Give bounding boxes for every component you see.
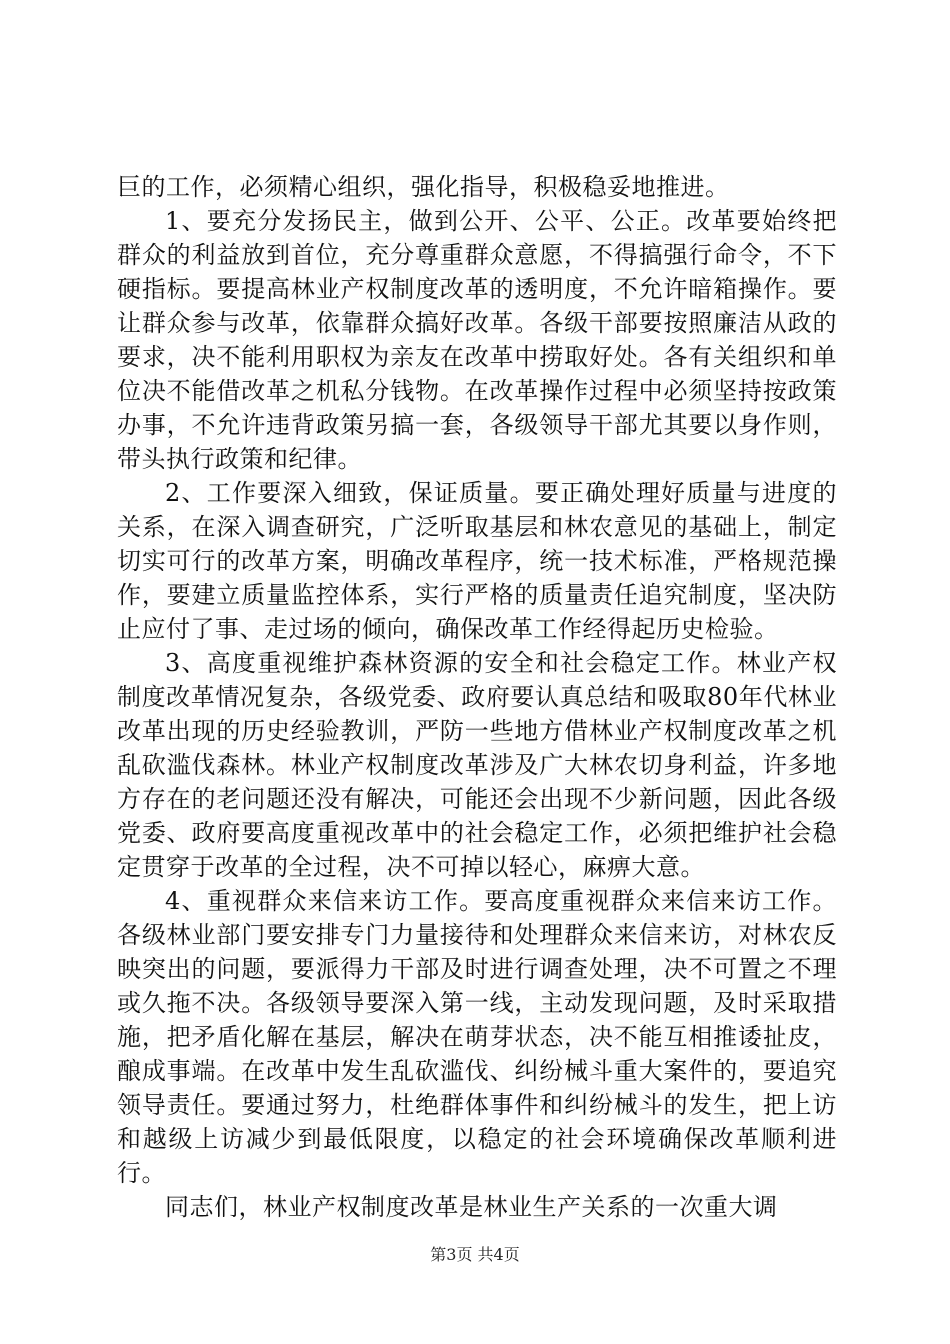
paragraph-item-2: 2、工作要深入细致，保证质量。要正确处理好质量与进度的关系，在深入调查研究，广泛听取基层和林农意见的基础上，制定切实可行的改革方案，明确改革程序，统一技术标准，严格规范操作，要建立质量监控体系，实行严格的质量责任追究制度，坚决防止应付了事、走过场的倾向，确保改革工作经得起历史检验。 xyxy=(117,479,837,643)
page-number-footer: 第3页 共4页 xyxy=(430,1245,520,1264)
paragraph-item-3: 3、高度重视维护森林资源的安全和社会稳定工作。林业产权制度改革情况复杂，各级党委、政府要认真总结和吸取80年代林业改革出现的历史经验教训，严防一些地方借林业产权制度改革之机乱砍滥伐森林。林业产权制度改革涉及广大林农切身利益，许多地方存在的老问题还没有解决，可能还会出现不少新问题，因此各级党委、政府要高度重视改革中的社会稳定工作，必须把维护社会稳定贯穿于改革的全过程，决不可掉以轻心，麻痹大意。 xyxy=(117,649,837,881)
paragraph-continuation: 巨的工作，必须精心组织，强化指导，积极稳妥地推进。 xyxy=(117,173,730,201)
paragraph-item-1: 1、要充分发扬民主，做到公开、公平、公正。改革要始终把群众的利益放到首位，充分尊重群众意愿，不得搞强行命令，不下硬指标。要提高林业产权制度改革的透明度，不允许暗箱操作。要让群众参与改革，依靠群众搞好改革。各级干部要按照廉洁从政的要求，决不能利用职权为亲友在改革中捞取好处。各有关组织和单位决不能借改革之机私分钱物。在改革操作过程中必须坚持按政策办事，不允许违背政策另搞一套，各级领导干部尤其要以身作则，带头执行政策和纪律。 xyxy=(117,207,837,473)
document-body xyxy=(117,170,837,1224)
paragraph-item-4: 4、重视群众来信来访工作。要高度重视群众来信来访工作。各级林业部门要安排专门力量接待和处理群众来信来访，对林农反映突出的问题，要派得力干部及时进行调查处理，决不可置之不理或久拖不决。各级领导要深入第一线，主动发现问题，及时采取措施，把矛盾化解在基层，解决在萌芽状态，决不能互相推诿扯皮，酿成事端。在改革中发生乱砍滥伐、纠纷械斗重大案件的，要追究领导责任。要通过努力，杜绝群体事件和纠纷械斗的发生，把上访和越级上访减少到最低限度，以稳定的社会环境确保改革顺利进行。 xyxy=(117,887,837,1187)
paragraph-closing: 同志们，林业产权制度改革是林业生产关系的一次重大调 xyxy=(165,1193,778,1221)
